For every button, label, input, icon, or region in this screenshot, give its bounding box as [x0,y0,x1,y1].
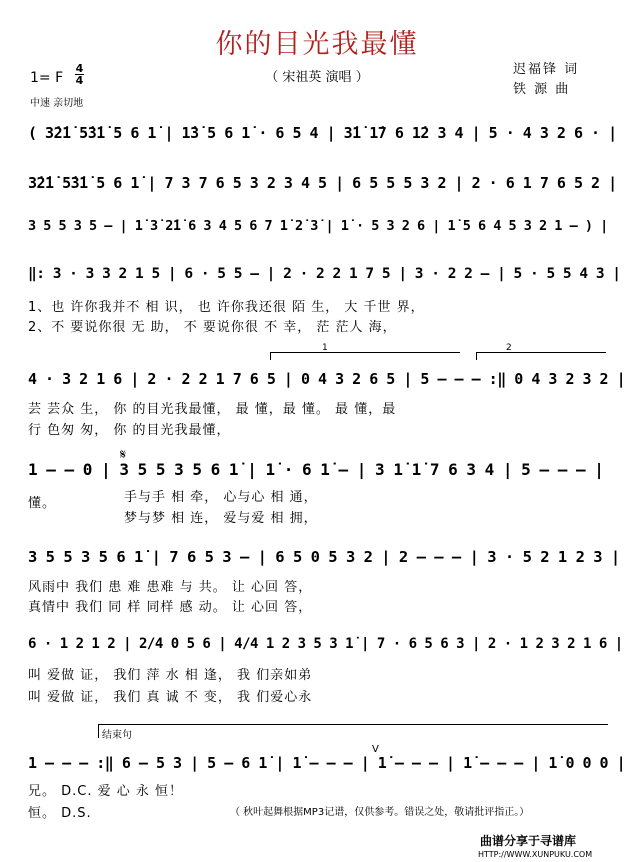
score-system-2: 3̇2̇1̇ 5̇3̇1̇ 5 6 1̇ | 7 3 7 6 5 3 2 3 4 5 | 6 5 5 5 3 2 | 2 · 6 1 7 6 5 2 | [28,174,617,192]
volta-bracket-2 [476,352,606,353]
ending-bracket-left [98,724,99,738]
time-signature [75,63,84,86]
lyric-verse-2-line-9: 恒。 D.S. [28,806,92,821]
volta-bracket-1-left [270,352,271,360]
ending-bracket [98,724,608,725]
volta-number-1: 1 [322,343,328,353]
lyric-verse-1-line-5: 芸 芸众 生， 你 的目光我最懂， 最 懂，最 懂。 最 懂，最 [28,402,397,417]
lyric-verse-2-line-4: 2、不 要说你很 无 助， 不 要说你很 不 幸， 茫 茫人 海， [28,320,397,335]
lyric-verse-1-line-6: 手与手 相 牵， 心与心 相 通， [124,490,318,505]
volta-bracket-1 [270,352,460,353]
score-system-5: 4 · 3 2 1 6 | 2 · 2 2 1 7 6 5 | 0 4 3 2 6 5 | 5 – – – :‖ 0 4 3 2 3 2 | [28,370,626,388]
lyric-verse-1-line-9: 兄。 D.C. 爱 心 永 恒！ [28,784,184,799]
volta-bracket-2-left [476,352,477,360]
singer-credit: （ 宋祖英 演唱 ） [265,70,369,85]
lyric-verse-2-line-8: 叫 爱做 证， 我们 真 诚 不 变， 我 们爱心永 [28,690,313,705]
score-system-8: 6 · 1 2 1 2 | 2/4 0 5 6 | 4/4 1 2 3 5 3 1̇ | 7 · 6 5 6 3 | 2 · 1 2 3 2 1 6 | [28,636,623,652]
lyric-line-6-end: 懂。 [28,496,57,511]
score-system-4: ‖: 3 · 3 3 2 1 5 | 6 · 5 5 – | 2 · 2 2 1 7 5 | 3 · 2 2 – | 5 · 5 5 4 3 | [28,266,621,282]
transcription-note: （ 秋叶起舞根据MP3记谱，仅供参考。错误之处，敬请批评指正。） [230,807,530,818]
volta-number-2: 2 [506,343,512,353]
lyric-verse-1-line-7: 风雨中 我们 患 难 患难 与 共。 让 心回 答， [28,580,313,595]
time-signature-top: 4 [75,62,84,75]
ending-label: 结束句 [102,730,132,741]
site-watermark-url: HTTP://WWW.XUNPUKU.COM [478,850,593,859]
key-signature: 1= F [30,70,64,86]
time-signature-bottom: 4 [75,74,84,87]
lyric-verse-2-line-5: 行 色匆 匆， 你 的目光我最懂， [28,423,231,438]
score-system-6: 1 – – 0 | 3 5 5 3 5 6 1̇ | 1̇ · 6 1̇ – | 3 1̇ 1̇ 7 6 3 4 | 5 – – – | [28,460,604,479]
tempo-marking: 中速 亲切地 [30,98,84,109]
lyricist-credit: 迟福锋 词 [513,62,580,77]
lyric-verse-2-line-6: 梦与梦 相 连， 爱与爱 相 拥， [124,511,318,526]
score-system-7: 3 5 5 3 5 6 1̇ | 7 6 5 3 – | 6 5 0 5 3 2 | 2 – – – | 3 · 5 2 1 2 3 | [28,548,620,566]
lyric-verse-2-line-7: 真情中 我们 同 样 同样 感 动。 让 心回 答， [28,600,313,615]
score-system-9: 1 – – – :‖ 6 – 5 3 | 5 – 6 1̇ | 1̇ – – – | 1̇ – – – | 1̇ – – – | 1̇ 0 0 0 | [28,754,626,772]
breath-mark: V [372,744,379,755]
song-title: 你的目光我最懂 [215,29,419,60]
composer-credit: 铁 源 曲 [513,82,571,97]
score-system-1: ( 3̇2̇1̇ 5̇3̇1̇ 5 6 1̇ | 1̇3̇ 5 6 1̇ · 6 5 4 | 3̇1̇ 1̇7 6 1̇2 3 4 | 5 · 4 3 2 6 · | [28,124,617,142]
lyric-verse-1-line-8: 叫 爱做 证， 我们 萍 水 相 逢， 我 们亲如弟 [28,668,313,683]
segno-sign: 𝄋 [120,447,127,463]
lyric-verse-1-line-4: 1、也 许你我并不 相 识， 也 许你我还很 陌 生， 大 千世 界， [28,300,425,315]
score-system-3: 3 5 5 3 5 – | 1̇ 3̇ 2̇1̇ 6 3 4 5 6 7 1̇ 2̇ 3̇ | 1̇ · 5 3 2 6 | 1̇ 5 6 4 5 3 2 1 – ) | [28,218,608,234]
site-watermark-title: 曲谱分享于寻谱库 [480,834,577,848]
